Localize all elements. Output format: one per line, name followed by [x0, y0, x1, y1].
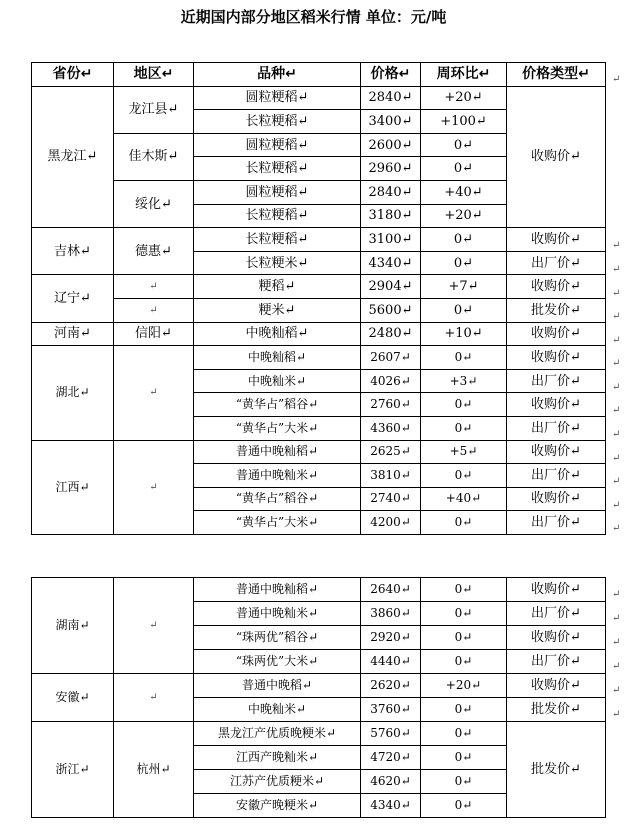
price-cell: 4720↵ [361, 746, 421, 770]
price-cell: 2600↵ [361, 133, 421, 157]
variety-cell: 粳稻↵ [194, 275, 361, 299]
paragraph-mark: ↵ [612, 405, 621, 416]
price-type-cell: 批发价↵ [507, 722, 606, 818]
header-province: 省份↵ [32, 63, 114, 87]
variety-cell: 中晚籼稻↵ [194, 346, 361, 370]
region-cell: 佳木斯↵ [114, 133, 194, 180]
change-cell: +40↵ [421, 180, 507, 204]
province-cell: 黑龙江↵ [32, 86, 114, 228]
table-row [32, 275, 606, 299]
price-type-cell: 出厂价↵ [507, 511, 606, 535]
change-cell: 0↵ [421, 346, 507, 370]
paragraph-mark: ↵ [612, 661, 621, 672]
region-cell: 龙江县↵ [114, 86, 194, 133]
change-cell: +20↵ [421, 674, 507, 698]
variety-cell: 圆粒粳稻↵ [194, 180, 361, 204]
price-cell: 2904↵ [361, 275, 421, 299]
province-cell: 辽宁↵ [32, 275, 114, 322]
price-cell: 4440↵ [361, 650, 421, 674]
paragraph-mark: ↵ [612, 637, 621, 648]
change-cell: 0↵ [421, 746, 507, 770]
change-cell: +40↵ [421, 487, 507, 511]
header-region: 地区↵ [114, 63, 194, 87]
region-cell: ↵ [114, 298, 194, 322]
table-row [32, 322, 606, 346]
price-type-cell: 出厂价↵ [507, 416, 606, 440]
price-type-cell: 出厂价↵ [507, 602, 606, 626]
change-cell: +7↵ [421, 275, 507, 299]
price-type-cell: 收购价↵ [507, 393, 606, 417]
variety-cell: 普通中晚籼米↵ [194, 464, 361, 488]
header-price: 价格↵ [361, 63, 421, 87]
rice-price-table-1 [31, 62, 606, 535]
table-row [32, 298, 606, 322]
variety-cell: “珠两优”稻谷↵ [194, 626, 361, 650]
table-row [32, 228, 606, 252]
header-price-type: 价格类型↵ [507, 63, 606, 87]
change-cell: 0↵ [421, 251, 507, 275]
paragraph-mark: ↵ [612, 453, 621, 464]
variety-cell: 中晚籼米↵ [194, 698, 361, 722]
change-cell: +10↵ [421, 322, 507, 346]
table-row [32, 86, 606, 110]
price-cell: 2620↵ [361, 674, 421, 698]
change-cell: +20↵ [421, 86, 507, 110]
variety-cell: 普通中晚籼稻↵ [194, 440, 361, 464]
price-cell: 3100↵ [361, 228, 421, 252]
price-type-cell: 出厂价↵ [507, 369, 606, 393]
province-cell: 湖北↵ [32, 346, 114, 440]
variety-cell: 长粒粳稻↵ [194, 157, 361, 181]
price-type-cell: 收购价↵ [507, 674, 606, 698]
variety-cell: 长粒粳稻↵ [194, 228, 361, 252]
price-cell: 2640↵ [361, 578, 421, 602]
region-cell: 绥化↵ [114, 180, 194, 227]
paragraph-mark: ↵ [612, 613, 621, 624]
paragraph-mark: ↵ [612, 240, 621, 251]
price-type-cell: 收购价↵ [507, 578, 606, 602]
price-cell: 4360↵ [361, 416, 421, 440]
province-cell: 吉林↵ [32, 228, 114, 275]
change-cell: +100↵ [421, 110, 507, 134]
table-row [32, 674, 606, 698]
price-type-cell: 出厂价↵ [507, 464, 606, 488]
header-variety: 品种↵ [194, 63, 361, 87]
price-cell: 2607↵ [361, 346, 421, 370]
price-cell: 4340↵ [361, 794, 421, 818]
paragraph-mark: ↵ [612, 523, 621, 534]
paragraph-mark: ↵ [612, 288, 621, 299]
region-cell: ↵ [114, 674, 194, 722]
price-type-cell: 收购价↵ [507, 228, 606, 252]
price-cell: 3400↵ [361, 110, 421, 134]
variety-cell: 江苏产优质粳米↵ [194, 770, 361, 794]
price-type-cell: 出厂价↵ [507, 251, 606, 275]
province-cell: 河南↵ [32, 322, 114, 346]
region-cell: ↵ [114, 440, 194, 534]
variety-cell: 粳米↵ [194, 298, 361, 322]
price-type-cell: 批发价↵ [507, 698, 606, 722]
table-row [32, 440, 606, 464]
price-cell: 4620↵ [361, 770, 421, 794]
variety-cell: “黄华占”大米↵ [194, 416, 361, 440]
paragraph-mark: ↵ [612, 476, 621, 487]
paragraph-mark: ↵ [612, 685, 621, 696]
price-cell: 2840↵ [361, 86, 421, 110]
variety-cell: 普通中晚籼稻↵ [194, 578, 361, 602]
variety-cell: 中晚籼稻↵ [194, 322, 361, 346]
price-type-cell: 收购价↵ [507, 626, 606, 650]
change-cell: 0↵ [421, 770, 507, 794]
table-row [32, 346, 606, 370]
price-cell: 2480↵ [361, 322, 421, 346]
variety-cell: 普通中晚稻↵ [194, 674, 361, 698]
change-cell: +20↵ [421, 204, 507, 228]
variety-cell: 中晚籼米↵ [194, 369, 361, 393]
variety-cell: 长粒粳米↵ [194, 251, 361, 275]
change-cell: 0↵ [421, 393, 507, 417]
change-cell: 0↵ [421, 722, 507, 746]
change-cell: 0↵ [421, 416, 507, 440]
change-cell: +3↵ [421, 369, 507, 393]
variety-cell: 长粒粳稻↵ [194, 110, 361, 134]
variety-cell: 安徽产晚粳米↵ [194, 794, 361, 818]
paragraph-mark: ↵ [612, 589, 621, 600]
region-cell: 信阳↵ [114, 322, 194, 346]
province-cell: 安徽↵ [32, 674, 114, 722]
price-cell: 3810↵ [361, 464, 421, 488]
province-cell: 湖南↵ [32, 578, 114, 674]
price-cell: 3760↵ [361, 698, 421, 722]
paragraph-mark: ↵ [612, 429, 621, 440]
price-cell: 3180↵ [361, 204, 421, 228]
price-type-cell: 收购价↵ [507, 487, 606, 511]
paragraph-mark: ↵ [612, 264, 621, 275]
province-cell: 江西↵ [32, 440, 114, 534]
price-cell: 2920↵ [361, 626, 421, 650]
change-cell: 0↵ [421, 298, 507, 322]
variety-cell: “黄华占”大米↵ [194, 511, 361, 535]
province-cell: 浙江↵ [32, 722, 114, 818]
price-cell: 4340↵ [361, 251, 421, 275]
paragraph-mark: ↵ [612, 335, 621, 346]
change-cell: 0↵ [421, 602, 507, 626]
variety-cell: 圆粒粳稻↵ [194, 133, 361, 157]
price-cell: 5760↵ [361, 722, 421, 746]
change-cell: 0↵ [421, 578, 507, 602]
variety-cell: “珠两优”大米↵ [194, 650, 361, 674]
price-type-cell: 收购价↵ [507, 346, 606, 370]
table-row [32, 722, 606, 746]
change-cell: 0↵ [421, 626, 507, 650]
variety-cell: 圆粒粳稻↵ [194, 86, 361, 110]
change-cell: 0↵ [421, 650, 507, 674]
variety-cell: 江西产晚籼米↵ [194, 746, 361, 770]
change-cell: 0↵ [421, 794, 507, 818]
page-title: 近期国内部分地区稻米行情 单位：元/吨 [180, 8, 447, 26]
change-cell: 0↵ [421, 698, 507, 722]
price-type-cell: 批发价↵ [507, 298, 606, 322]
change-cell: 0↵ [421, 133, 507, 157]
variety-cell: 普通中晚籼米↵ [194, 602, 361, 626]
price-cell: 4026↵ [361, 369, 421, 393]
region-cell: ↵ [114, 346, 194, 440]
price-cell: 3860↵ [361, 602, 421, 626]
price-cell: 2840↵ [361, 180, 421, 204]
variety-cell: 长粒粳稻↵ [194, 204, 361, 228]
table-row [32, 578, 606, 602]
paragraph-mark: ↵ [612, 358, 621, 369]
change-cell: 0↵ [421, 157, 507, 181]
header-weekly-change: 周环比↵ [421, 63, 507, 87]
price-cell: 2960↵ [361, 157, 421, 181]
price-cell: 2625↵ [361, 440, 421, 464]
paragraph-mark: ↵ [612, 382, 621, 393]
table-header-row [32, 63, 606, 87]
price-type-cell: 出厂价↵ [507, 650, 606, 674]
change-cell: +5↵ [421, 440, 507, 464]
price-type-cell: 收购价↵ [507, 322, 606, 346]
paragraph-mark: ↵ [612, 500, 621, 511]
paragraph-mark: ↵ [612, 74, 621, 85]
price-type-cell: 收购价↵ [507, 440, 606, 464]
variety-cell: “黄华占”稻谷↵ [194, 487, 361, 511]
region-cell: ↵ [114, 578, 194, 674]
price-cell: 2740↵ [361, 487, 421, 511]
region-cell: ↵ [114, 275, 194, 299]
variety-cell: “黄华占”稻谷↵ [194, 393, 361, 417]
change-cell: 0↵ [421, 228, 507, 252]
paragraph-mark: ↵ [612, 709, 621, 720]
region-cell: 德惠↵ [114, 228, 194, 275]
rice-price-table-2 [31, 577, 606, 818]
variety-cell: 黑龙江产优质晚粳米↵ [194, 722, 361, 746]
paragraph-mark: ↵ [612, 311, 621, 322]
price-cell: 2760↵ [361, 393, 421, 417]
price-type-cell: 收购价↵ [507, 86, 606, 228]
price-cell: 4200↵ [361, 511, 421, 535]
price-cell: 5600↵ [361, 298, 421, 322]
price-type-cell: 收购价↵ [507, 275, 606, 299]
change-cell: 0↵ [421, 511, 507, 535]
change-cell: 0↵ [421, 464, 507, 488]
region-cell: 杭州↵ [114, 722, 194, 818]
